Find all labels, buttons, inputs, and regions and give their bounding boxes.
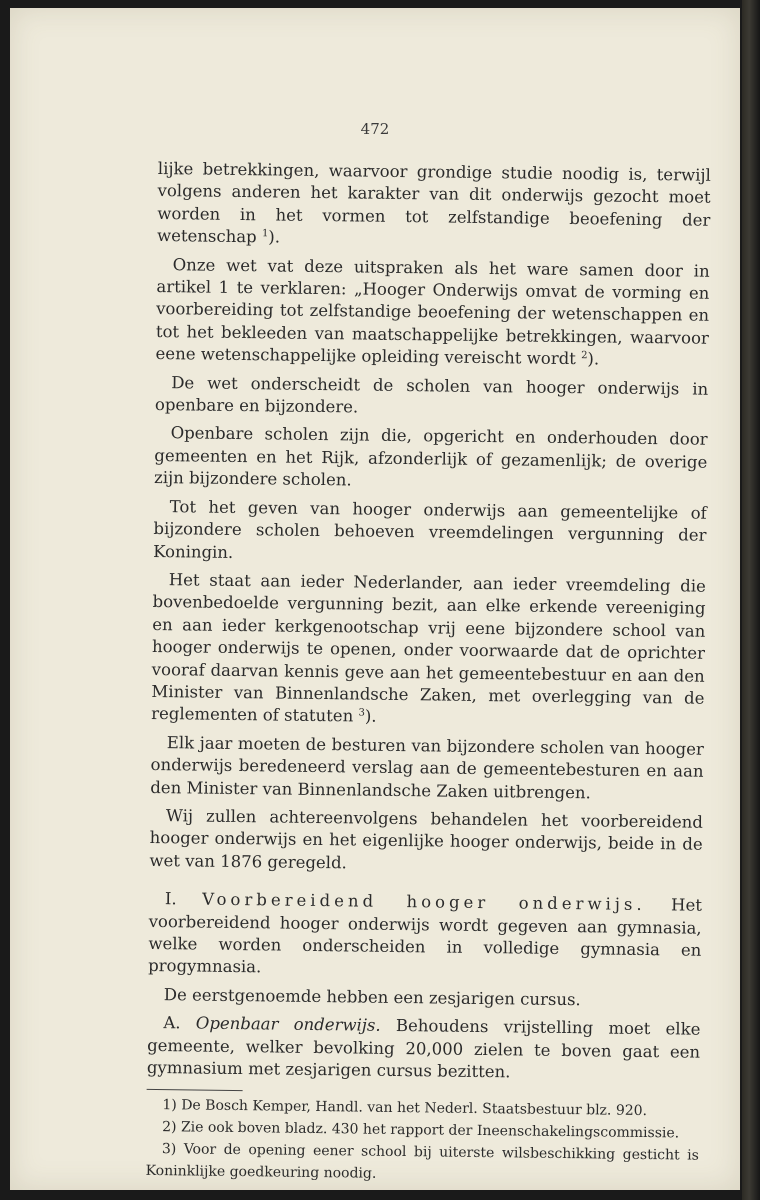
section-number: I. xyxy=(164,889,177,909)
subsection-heading: Openbaar onderwijs. xyxy=(195,1013,381,1036)
paragraph-4: Openbare scholen zijn die, opgericht en onderhouden door gemeenten en het Rijk, afzonderlijk of gezamenlijk; de overige zijn bijzondere scholen. xyxy=(153,423,708,490)
paragraph-1-text: lijke betrekkingen, waarvoor grondige studie noodig is, terwijl volgens anderen het karakter van dit onderwijs gezocht moet worden in het vormen tot zelfstandige beoefening der wetenschap xyxy=(156,158,711,247)
body-text xyxy=(145,158,710,1189)
paragraph-1-end: ). xyxy=(268,227,281,247)
paragraph-8: Wij zullen achtereenvolgens behandelen het voorbereidend hooger onderwijs en het eigenlijke hooger onderwijs, beide in de wet van 1876 geregeld. xyxy=(149,806,704,873)
paragraph-6-text: Het staat aan ieder Nederlander, aan ieder vreemdeling die bovenbedoelde vergunning bezit, aan elke erkende vereeniging en aan ieder kerkgenootschap vrij eene bijzondere school van hooger onderwijs te openen, onder voorwaarde dat de oprichter vooraf daarvan kennis geve aan het gemeentebestuur en aan den Minister van Binnenlandsche Zaken, met overlegging van de reglementen of statuten xyxy=(151,570,706,726)
paragraph-10: De eerstgenoemde hebben een zesjarigen cursus. xyxy=(163,984,581,1010)
footnote-text: Zie ook boven bladz. 430 het rapport der Ineenschakelingscommissie. xyxy=(180,1119,680,1142)
footnote-mark: 2) xyxy=(162,1119,177,1136)
paragraph-1 xyxy=(157,158,711,254)
section-text: Het voorbereidend hooger onderwijs wordt gegeven aan gymnasia, welke worden onderscheiden in volledige gymnasia en progymnasia. xyxy=(148,895,703,977)
book-page xyxy=(10,8,740,1190)
paragraph-5: Tot het geven van hooger onderwijs aan gemeentelijke of bijzondere scholen behoeven vreemdelingen vergunning der Koningin. xyxy=(153,496,707,562)
paragraph-2-text: Onze wet vat deze uitspraken als het ware samen door in artikel 1 te verklaren: „Hooger Onderwijs omvat de vorming en voorbereiding tot zelfstandige beoefening der wetenschappen en tot het bekleeden van maatschappelijke betrekkingen, waarvoor eene wetenschappelijke opleiding vereischt wordt xyxy=(155,254,710,369)
subsection-letter: A. xyxy=(163,1013,181,1033)
footnote-mark: 1) xyxy=(162,1097,177,1114)
footnote-3 xyxy=(145,1138,698,1189)
footnote-ref-1: 1 xyxy=(261,228,269,240)
subsection-openbaar xyxy=(147,1012,701,1086)
section-heading: Voorbereidend hooger onderwijs. xyxy=(202,889,646,915)
paragraph-2 xyxy=(155,254,709,373)
paragraph-7: Elk jaar moeten de besturen van bijzondere scholen van hooger onderwijs beredeneerd verslag aan de gemeentebesturen en aan den Minister van Binnenlandsche Zaken uitbrengen. xyxy=(150,732,704,802)
book-spine-edge xyxy=(742,0,760,1200)
footnote-text: De Bosch Kemper, Handl. van het Nederl. Staatsbestuur blz. 920. xyxy=(181,1097,648,1120)
footnote-ref-3: 3 xyxy=(358,707,365,719)
subsection-text: Behoudens vrijstelling moet elke gemeente, welker bevolking 20,000 zielen te boven gaat een gymnasium met zesjarigen cursus bezitten. xyxy=(146,1016,701,1082)
paragraph-6 xyxy=(151,569,706,733)
footnote-mark: 3) xyxy=(161,1141,177,1158)
page-number: 472 xyxy=(360,120,390,138)
footnote-ref-2: 2 xyxy=(581,350,588,362)
footnote-divider xyxy=(147,1089,243,1091)
footnote-text: Voor de opening eener school bij uiterste wilsbeschikking gesticht is Koninklijke goedkeuring noodig. xyxy=(145,1141,699,1183)
paragraph-2-end: ). xyxy=(587,349,600,369)
paragraph-3: De wet onderscheidt de scholen van hooger onderwijs in openbare en bijzondere. xyxy=(154,372,709,417)
paragraph-6-end: ). xyxy=(364,706,377,727)
section-voorbereidend xyxy=(148,888,702,984)
